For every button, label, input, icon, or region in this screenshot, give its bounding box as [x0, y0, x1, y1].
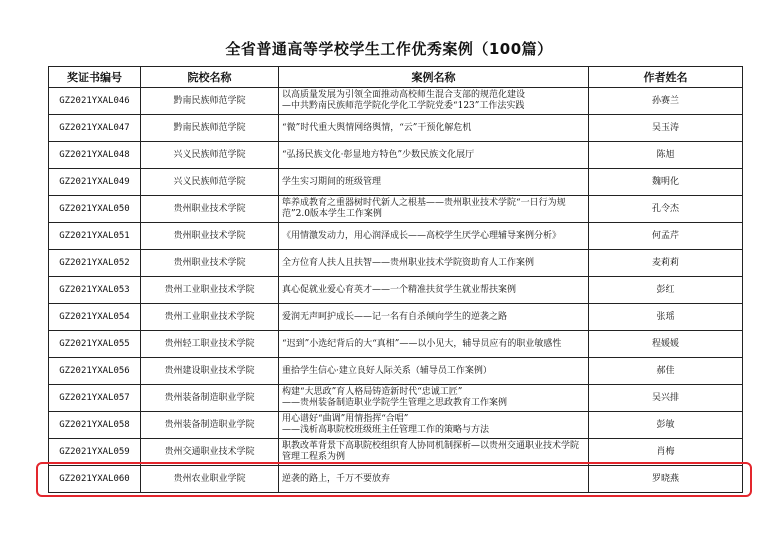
- case-name-cell: 爱润无声呵护成长——记一名有自杀倾向学生的逆袭之路: [279, 304, 589, 331]
- table-row: [49, 88, 743, 115]
- table-row: [49, 412, 743, 439]
- header-case-name: 案例名称: [279, 67, 589, 88]
- table-row: [49, 358, 743, 385]
- table-row: [49, 277, 743, 304]
- case-name-cell: 重拾学生信心·建立良好人际关系（辅导员工作案例）: [279, 358, 589, 385]
- table-row: [49, 466, 743, 493]
- cases-table: [48, 66, 743, 493]
- author-name-cell: 魏明化: [589, 169, 743, 196]
- table-row: [49, 196, 743, 223]
- table-header-row: [49, 67, 743, 88]
- certificate-number-cell: GZ2021YXAL059: [49, 439, 141, 466]
- case-name-cell: 《用情激发动力，用心润泽成长——高校学生厌学心理辅导案例分析》: [279, 223, 589, 250]
- table-row: [49, 250, 743, 277]
- table-row: [49, 223, 743, 250]
- case-name-cell: 全方位育人扶人且扶智——贵州职业技术学院资助育人工作案例: [279, 250, 589, 277]
- author-name-cell: 肖梅: [589, 439, 743, 466]
- author-name-cell: 罗晓燕: [589, 466, 743, 493]
- header-school-name: 院校名称: [141, 67, 279, 88]
- author-name-cell: 吴玉涛: [589, 115, 743, 142]
- certificate-number-cell: GZ2021YXAL060: [49, 466, 141, 493]
- school-name-cell: 贵州职业技术学院: [141, 223, 279, 250]
- table-row: [49, 142, 743, 169]
- certificate-number-cell: GZ2021YXAL053: [49, 277, 141, 304]
- school-name-cell: 贵州职业技术学院: [141, 250, 279, 277]
- case-name-cell: “迟到”小选纪背后的大“真相”——以小见大，辅导员应有的职业敏感性: [279, 331, 589, 358]
- table-row: [49, 169, 743, 196]
- certificate-number-cell: GZ2021YXAL057: [49, 385, 141, 412]
- school-name-cell: 贵州装备制造职业学院: [141, 385, 279, 412]
- certificate-number-cell: GZ2021YXAL052: [49, 250, 141, 277]
- certificate-number-cell: GZ2021YXAL054: [49, 304, 141, 331]
- author-name-cell: 麦莉莉: [589, 250, 743, 277]
- case-name-cell: “弘扬民族文化·彰显地方特色”少数民族文化展厅: [279, 142, 589, 169]
- school-name-cell: 黔南民族师范学院: [141, 115, 279, 142]
- header-certificate-number: 奖证书编号: [49, 67, 141, 88]
- school-name-cell: 贵州装备制造职业学院: [141, 412, 279, 439]
- school-name-cell: 黔南民族师范学院: [141, 88, 279, 115]
- table-row: [49, 385, 743, 412]
- header-author-name: 作者姓名: [589, 67, 743, 88]
- school-name-cell: 贵州工业职业技术学院: [141, 277, 279, 304]
- author-name-cell: 陈旭: [589, 142, 743, 169]
- certificate-number-cell: GZ2021YXAL046: [49, 88, 141, 115]
- table-row: [49, 304, 743, 331]
- author-name-cell: 吴兴排: [589, 385, 743, 412]
- case-name-cell: 职教改革背景下高职院校组织育人协同机制探析—以贵州交通职业技术学院管理工程系为例: [279, 439, 589, 466]
- school-name-cell: 贵州职业技术学院: [141, 196, 279, 223]
- certificate-number-cell: GZ2021YXAL047: [49, 115, 141, 142]
- certificate-number-cell: GZ2021YXAL050: [49, 196, 141, 223]
- case-name-cell: “微”时代重大舆情网络舆情，“云”干预化解危机: [279, 115, 589, 142]
- certificate-number-cell: GZ2021YXAL051: [49, 223, 141, 250]
- case-name-cell: 构建“大思政”育人格局铸造新时代“忠诚工匠” ——贵州装备制造职业学院学生管理之思政教育工作案例: [279, 385, 589, 412]
- certificate-number-cell: GZ2021YXAL058: [49, 412, 141, 439]
- table-row: [49, 439, 743, 466]
- case-name-cell: 真心促就业爱心育英才——一个精准扶贫学生就业帮扶案例: [279, 277, 589, 304]
- school-name-cell: 贵州工业职业技术学院: [141, 304, 279, 331]
- school-name-cell: 贵州农业职业学院: [141, 466, 279, 493]
- case-name-cell: 用心谱好“曲调”用情指挥“合唱” ——浅析高职院校班级班主任管理工作的策略与方法: [279, 412, 589, 439]
- school-name-cell: 贵州交通职业技术学院: [141, 439, 279, 466]
- certificate-number-cell: GZ2021YXAL055: [49, 331, 141, 358]
- author-name-cell: 孔令杰: [589, 196, 743, 223]
- author-name-cell: 张瑶: [589, 304, 743, 331]
- author-name-cell: 郝佳: [589, 358, 743, 385]
- page-title: 全省普通高等学校学生工作优秀案例（100篇）: [225, 40, 553, 58]
- author-name-cell: 何孟芹: [589, 223, 743, 250]
- case-name-cell: 以高质量发展为引领全面推动高校师生混合支部的规范化建设 —中共黔南民族师范学院化学化工学院党委“123”工作法实践: [279, 88, 589, 115]
- certificate-number-cell: GZ2021YXAL049: [49, 169, 141, 196]
- case-name-cell: 逆袭的路上，千万不要放弃: [279, 466, 589, 493]
- case-name-cell: 学生实习期间的班级管理: [279, 169, 589, 196]
- table-row: [49, 115, 743, 142]
- school-name-cell: 贵州轻工职业技术学院: [141, 331, 279, 358]
- certificate-number-cell: GZ2021YXAL048: [49, 142, 141, 169]
- table-row: [49, 331, 743, 358]
- author-name-cell: 程媛媛: [589, 331, 743, 358]
- table-body: [49, 88, 743, 493]
- school-name-cell: 贵州建设职业技术学院: [141, 358, 279, 385]
- certificate-number-cell: GZ2021YXAL056: [49, 358, 141, 385]
- school-name-cell: 兴义民族师范学院: [141, 169, 279, 196]
- author-name-cell: 孙赛兰: [589, 88, 743, 115]
- case-name-cell: 筚养成教育之重器树时代新人之根基——贵州职业技术学院“一日行为规范”2.0版本学生工作案例: [279, 196, 589, 223]
- author-name-cell: 彭红: [589, 277, 743, 304]
- author-name-cell: 彭敏: [589, 412, 743, 439]
- school-name-cell: 兴义民族师范学院: [141, 142, 279, 169]
